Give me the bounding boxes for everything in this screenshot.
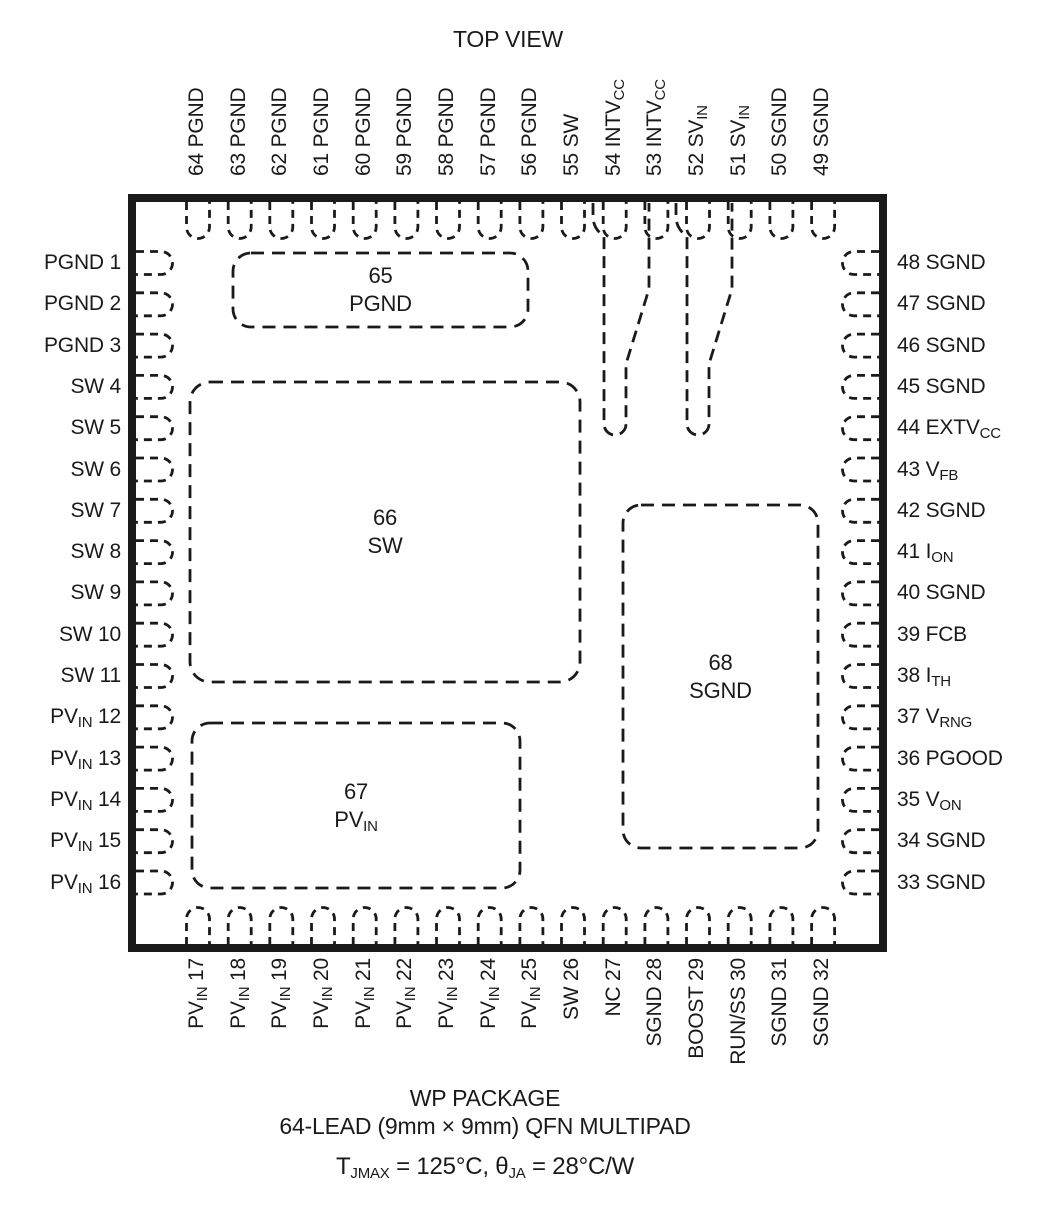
pin-text: 26 xyxy=(560,958,583,987)
pin-text: 34 SGND xyxy=(897,829,986,853)
pin-pad-29 xyxy=(687,908,710,945)
pin-text: PGND xyxy=(349,291,412,316)
package-name: WP PACKAGE xyxy=(409,1085,561,1111)
pin-label-51 xyxy=(725,105,758,176)
pin-label-5 xyxy=(0,414,121,442)
pin-label-3 xyxy=(0,332,121,360)
pin-text: SW xyxy=(70,416,104,440)
theta-ja-subscript: JA xyxy=(508,1165,526,1182)
pin-text: 33 SGND xyxy=(897,870,986,894)
pin-pad-58 xyxy=(437,202,460,239)
pin-text: 41 I xyxy=(897,540,932,564)
pin-subscript: CC xyxy=(652,79,670,101)
multipad-number: 68 xyxy=(708,649,733,675)
pin-text: 1 xyxy=(103,251,121,274)
pin-pad-21 xyxy=(353,908,376,945)
pin-pad-5 xyxy=(136,417,173,440)
pin-pad-63 xyxy=(228,202,251,239)
pin-label-56 xyxy=(516,88,543,176)
pin-label-14 xyxy=(0,786,121,820)
pin-pad-54 xyxy=(603,202,626,239)
pin-text: NC xyxy=(601,986,625,1017)
pin-pad-61 xyxy=(312,202,335,239)
pin-text: SW xyxy=(70,457,104,481)
pin-label-7 xyxy=(0,497,121,525)
pin-pad-38 xyxy=(843,665,880,688)
pin-pad-15 xyxy=(136,830,173,853)
pin-pad-10 xyxy=(136,623,173,646)
pin-label-39 xyxy=(897,621,967,649)
pin-pad-14 xyxy=(136,788,173,811)
pin-pad-36 xyxy=(843,747,880,770)
thermal-mid-text: = 125°C, θ xyxy=(389,1153,509,1180)
pin-pad-43 xyxy=(843,458,880,481)
pin-pad-33 xyxy=(843,871,880,894)
pin-text: 49 SGND xyxy=(810,87,834,176)
pin-text: 15 xyxy=(92,829,121,853)
pin-subscript: IN xyxy=(319,986,336,1002)
package-description: 64-LEAD (9mm × 9mm) QFN MULTIPAD xyxy=(279,1113,691,1139)
pin-text: 47 SGND xyxy=(897,292,986,316)
pin-text: 48 SGND xyxy=(897,251,986,274)
pin-text: 6 xyxy=(103,457,121,481)
pin-text: 56 PGND xyxy=(518,87,542,176)
pin-label-54 xyxy=(600,79,633,176)
pin-label-60 xyxy=(350,88,377,176)
pin-text: PV xyxy=(50,746,78,770)
pin-label-62 xyxy=(266,88,293,176)
pin-text: 5 xyxy=(103,416,121,440)
pin-label-47 xyxy=(897,290,985,318)
thermal-note xyxy=(185,1153,785,1188)
pin-text: SGND xyxy=(768,986,792,1047)
pin-text: 31 xyxy=(768,958,792,987)
pin-pad-8 xyxy=(136,541,173,564)
pin-text: 64 PGND xyxy=(185,87,208,176)
pin-label-8 xyxy=(0,538,121,566)
pin-subscript: ON xyxy=(931,549,954,567)
pin-text: PV xyxy=(50,829,78,853)
pin-text: 53 INTV xyxy=(643,100,667,176)
pin-label-50 xyxy=(766,88,793,176)
pin-text: PV xyxy=(334,806,364,832)
pin-text: 10 xyxy=(92,622,121,646)
pin-label-11 xyxy=(0,662,121,690)
pin-subscript: IN xyxy=(444,986,461,1002)
pin-pad-62 xyxy=(270,202,293,239)
pin-text: 43 V xyxy=(897,457,940,481)
chip-body-outline xyxy=(132,198,883,948)
pin-subscript: IN xyxy=(360,986,378,1002)
pin-text: SGND xyxy=(689,677,752,703)
pin-pad-59 xyxy=(395,202,418,239)
pin-text: 40 SGND xyxy=(897,581,986,605)
pin-pad-7 xyxy=(136,499,173,522)
tjmax-symbol: T xyxy=(335,1153,351,1180)
pin-pad-31 xyxy=(770,908,793,945)
pin-pad-3 xyxy=(136,334,173,357)
pin-text: 22 xyxy=(393,958,417,987)
pin-text: 38 I xyxy=(897,664,932,687)
pin-pad-22 xyxy=(395,908,418,945)
pin-label-1 xyxy=(0,249,121,277)
pin-text: 60 PGND xyxy=(351,87,375,176)
pin-text: 14 xyxy=(92,787,121,811)
pin-text: SW xyxy=(58,622,93,646)
pin-label-9 xyxy=(0,579,121,607)
pin-text: 39 FCB xyxy=(897,622,967,646)
pin-label-6 xyxy=(0,456,121,484)
pin-pad-39 xyxy=(843,623,880,646)
tjmax-subscript: JMAX xyxy=(350,1165,390,1182)
pin-label-16 xyxy=(0,869,121,903)
pin-subscript: IN xyxy=(694,105,711,120)
pin-subscript: CC xyxy=(610,79,628,101)
pin-label-45 xyxy=(897,373,985,401)
pin-pad-19 xyxy=(270,908,293,945)
pin-subscript: IN xyxy=(735,105,753,120)
pin-label-41 xyxy=(897,538,953,572)
pin-label-59 xyxy=(391,88,418,176)
pin-text: 61 PGND xyxy=(310,87,333,176)
pin-pad-56 xyxy=(520,202,543,239)
pin-text: 55 SW xyxy=(560,113,583,176)
pin-text: 30 xyxy=(726,958,750,987)
multipad-name xyxy=(256,806,456,841)
pin-text: SW xyxy=(70,498,104,522)
pin-pad-55 xyxy=(562,202,585,239)
pin-label-48 xyxy=(897,249,985,277)
pin-pad-60 xyxy=(353,202,376,239)
pin-subscript: IN xyxy=(402,986,420,1002)
pin-text: 3 xyxy=(103,333,121,357)
pin-pad-34 xyxy=(843,830,880,853)
pin-subscript: IN xyxy=(77,755,93,773)
pin-label-4 xyxy=(0,373,121,401)
pin-text: 52 SV xyxy=(685,119,708,176)
pin-label-44 xyxy=(897,414,1001,448)
pin-pad-23 xyxy=(437,908,460,945)
pin-label-57 xyxy=(475,88,502,176)
pin-pad-11 xyxy=(136,665,173,688)
pin-pad-41 xyxy=(843,541,880,564)
pin-text: PV xyxy=(185,1001,208,1029)
pin-text: PV xyxy=(393,1001,417,1029)
pin-text: RUN/SS xyxy=(726,986,750,1065)
pin-pad-12 xyxy=(136,706,173,729)
pin-text: 59 PGND xyxy=(393,87,417,176)
pin-text: 36 PGOOD xyxy=(897,746,1003,770)
pin-text: 7 xyxy=(103,498,121,522)
pin-pad-2 xyxy=(136,293,173,316)
pin-text: PV xyxy=(435,1001,458,1029)
pin-label-38 xyxy=(897,662,951,696)
pin-pad-16 xyxy=(136,871,173,894)
multipad-name xyxy=(281,290,481,318)
pin-text: 51 SV xyxy=(726,119,750,176)
pin-pad-6 xyxy=(136,458,173,481)
pin-label-58 xyxy=(433,88,460,176)
pin-text: SGND xyxy=(643,986,667,1047)
pin-pad-52 xyxy=(687,202,710,239)
pin-text: 32 xyxy=(810,958,834,987)
pin-text: 35 V xyxy=(897,787,940,811)
pin-subscript: ON xyxy=(939,796,962,814)
pin-text: 11 xyxy=(93,664,121,687)
pin-text: SW xyxy=(367,533,403,558)
pin-subscript: IN xyxy=(485,986,503,1002)
pin-subscript: IN xyxy=(363,817,378,835)
pin-text: 50 SGND xyxy=(768,87,792,176)
pin-label-61 xyxy=(308,88,335,176)
pin-pad-49 xyxy=(812,202,835,239)
pin-text: 17 xyxy=(185,958,208,987)
pin-pad-46 xyxy=(843,334,880,357)
pin-pad-47 xyxy=(843,293,880,316)
multipad-name xyxy=(621,677,821,705)
pin-text: 54 INTV xyxy=(601,100,625,176)
pin-text: 18 xyxy=(226,958,250,987)
pin-subscript: IN xyxy=(277,986,295,1002)
pin-text: 24 xyxy=(476,958,500,987)
pin-text: 45 SGND xyxy=(897,374,986,398)
pin-label-37 xyxy=(897,703,972,737)
pin-text: 29 xyxy=(685,958,708,987)
pin-pad-30 xyxy=(728,908,751,945)
pin-text: 21 xyxy=(351,958,375,987)
pin-pad-20 xyxy=(312,908,335,945)
pin-subscript: IN xyxy=(235,986,253,1002)
pin-label-46 xyxy=(897,332,985,360)
pin-text: 28 xyxy=(643,958,667,987)
thermal-end-text: = 28°C/W xyxy=(525,1153,635,1180)
pin-text: SW xyxy=(60,664,94,687)
pin-label-64 xyxy=(183,88,210,176)
pin-text: 2 xyxy=(103,292,121,316)
pin-text: SW xyxy=(560,986,583,1021)
pin-pad-17 xyxy=(187,908,210,945)
pin-subscript: CC xyxy=(979,425,1001,443)
pin-text: PGND xyxy=(44,292,104,316)
pin-label-12 xyxy=(0,703,121,737)
multipad-name xyxy=(285,532,485,560)
pin-text: BOOST xyxy=(685,986,708,1059)
pin-pad-35 xyxy=(843,788,880,811)
pin-pad-25 xyxy=(520,908,543,945)
pin-pad-18 xyxy=(228,908,251,945)
pin-label-15 xyxy=(0,827,121,861)
multipad-label-68 xyxy=(621,649,821,705)
pin-label-55 xyxy=(558,114,585,176)
multipad-label-67 xyxy=(256,778,456,841)
multipad-label-65 xyxy=(281,262,481,318)
pin-subscript: IN xyxy=(527,986,545,1002)
pin-subscript: IN xyxy=(194,986,211,1002)
pin-subscript: TH xyxy=(931,673,951,690)
multipad-number: 66 xyxy=(372,505,398,530)
multipad-label-66 xyxy=(285,504,485,560)
pin-pad-24 xyxy=(478,908,501,945)
pin-text: PV xyxy=(310,1001,333,1029)
multipad-number: 67 xyxy=(343,778,369,804)
pin-label-42 xyxy=(897,497,985,525)
pin-text: 19 xyxy=(268,958,292,987)
pin-text: 8 xyxy=(103,540,121,564)
pin-subscript: IN xyxy=(77,879,93,897)
pin-label-35 xyxy=(897,786,962,820)
pin-label-43 xyxy=(897,456,958,490)
pin-text: 4 xyxy=(103,374,121,398)
pin-text: SW xyxy=(70,581,104,605)
pin-text: 37 V xyxy=(897,705,940,729)
pin-pad-44 xyxy=(843,417,880,440)
pin-text: 46 SGND xyxy=(897,333,986,357)
pin-pad-1 xyxy=(136,252,173,275)
pin-text: 42 SGND xyxy=(897,498,986,522)
pin-pad-45 xyxy=(843,375,880,398)
pin-text: PV xyxy=(226,1001,250,1029)
pin-text: 58 PGND xyxy=(435,87,458,176)
package-caption xyxy=(185,1084,785,1188)
pin-text: 57 PGND xyxy=(476,87,500,176)
pin-text: SW xyxy=(70,540,104,564)
pin-pad-40 xyxy=(843,582,880,605)
pin-text: PGND xyxy=(44,251,104,274)
pin-pad-42 xyxy=(843,499,880,522)
pin-text: PV xyxy=(268,1001,292,1029)
pin-text: 27 xyxy=(601,958,625,987)
pin-text: PV xyxy=(50,705,78,729)
pin-pad-37 xyxy=(843,706,880,729)
pin-label-49 xyxy=(808,88,835,176)
pin-text: 12 xyxy=(92,705,121,729)
page-title: TOP VIEW xyxy=(452,26,564,52)
pin-label-10 xyxy=(0,621,121,649)
pin-text: 63 PGND xyxy=(226,87,250,176)
pin-label-63 xyxy=(225,88,252,176)
pin-pad-32 xyxy=(812,908,835,945)
multipad-number: 65 xyxy=(368,263,393,288)
pin-label-40 xyxy=(897,579,985,607)
pin-text: 9 xyxy=(103,581,121,605)
pin-text: PV xyxy=(351,1001,375,1029)
pin-text: 16 xyxy=(92,870,121,894)
pin-text: PV xyxy=(50,870,78,894)
pin-label-2 xyxy=(0,290,121,318)
pin-pad-4 xyxy=(136,375,173,398)
pin-label-32 xyxy=(808,958,835,1108)
pin-label-13 xyxy=(0,745,121,779)
pin-text: 13 xyxy=(92,746,121,770)
pin-pad-27 xyxy=(603,908,626,945)
pin-label-36 xyxy=(897,745,1003,773)
pin-text: PV xyxy=(518,1001,542,1029)
pin-label-34 xyxy=(897,827,985,855)
pin-text: PV xyxy=(476,1001,500,1029)
pin-text: 20 xyxy=(310,958,333,987)
pin-subscript: FB xyxy=(939,466,959,484)
pin-pad-48 xyxy=(843,252,880,275)
pin-pad-9 xyxy=(136,582,173,605)
pin-pad-50 xyxy=(770,202,793,239)
pin-label-52 xyxy=(683,105,716,176)
pin-text: 62 PGND xyxy=(268,87,292,176)
pin-subscript: IN xyxy=(77,714,93,732)
pin-pad-64 xyxy=(187,202,210,239)
pin-subscript: RNG xyxy=(939,714,973,732)
pin-text: 44 EXTV xyxy=(897,416,980,440)
pin-text: 23 xyxy=(435,958,458,987)
pin-subscript: IN xyxy=(77,838,93,856)
pin-subscript: IN xyxy=(77,796,93,814)
pin-text: PGND xyxy=(44,333,104,357)
pin-pad-26 xyxy=(562,908,585,945)
pin-label-53 xyxy=(641,79,674,176)
pin-text: SGND xyxy=(810,986,834,1047)
pin-text: 25 xyxy=(518,958,542,987)
pin-text: SW xyxy=(70,374,104,398)
pin-pad-28 xyxy=(645,908,668,945)
pin-label-33 xyxy=(897,869,985,897)
pin-pad-57 xyxy=(478,202,501,239)
pin-pad-13 xyxy=(136,747,173,770)
pin-text: PV xyxy=(50,787,78,811)
